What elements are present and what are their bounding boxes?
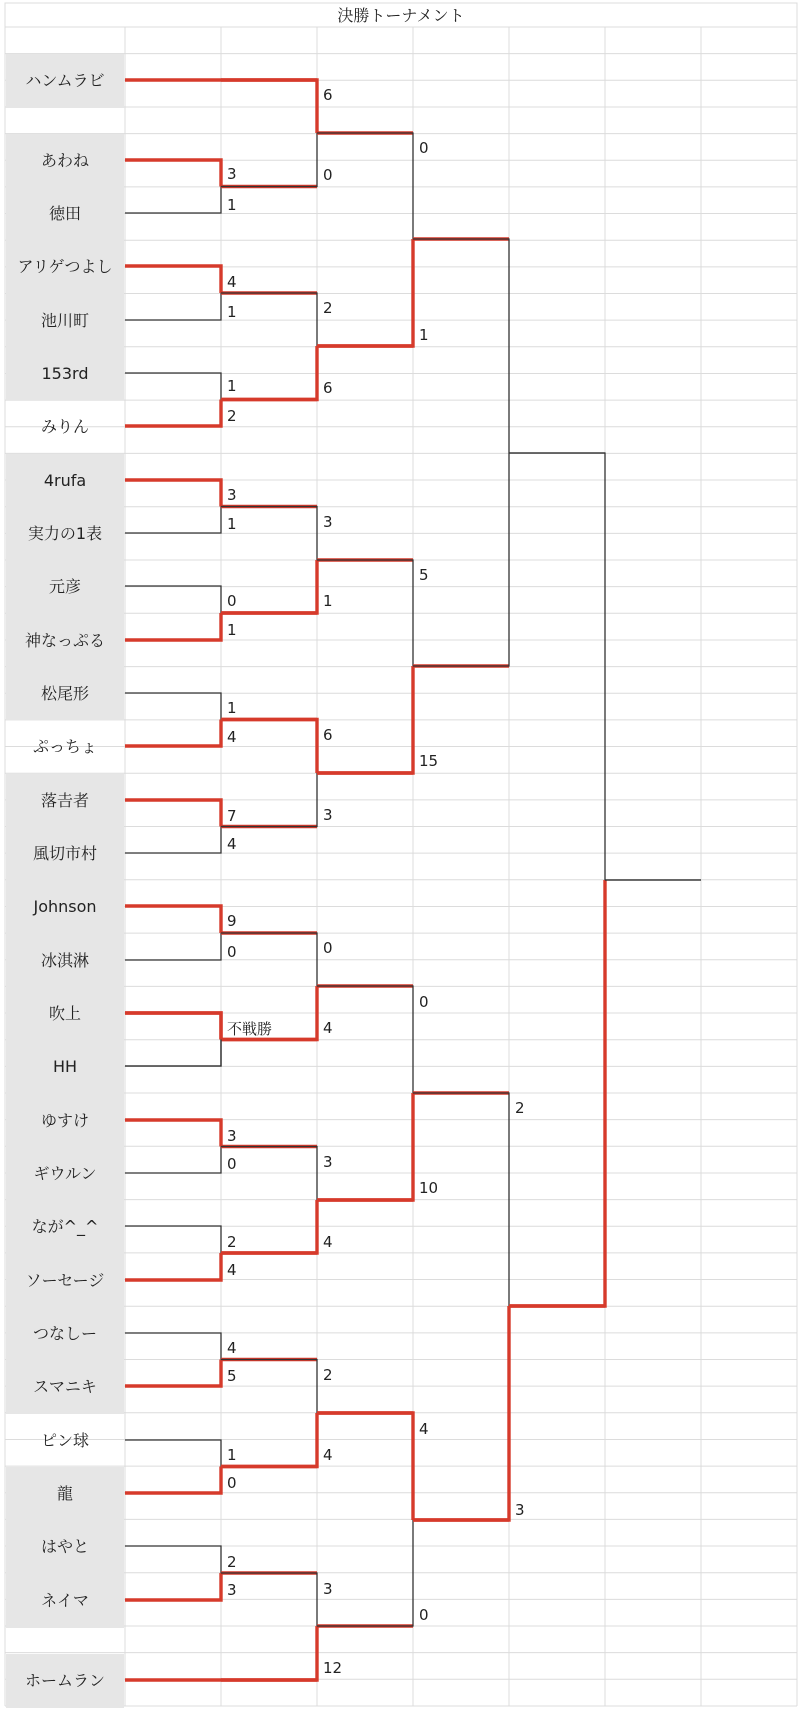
player-name: 徳田 [48,204,82,223]
match-score: 0 [323,166,333,184]
match-score: 9 [227,912,237,930]
bracket-line [125,266,221,293]
bracket-line [125,1333,221,1360]
player-name: 松尾形 [40,684,90,703]
match-score: 0 [227,1474,237,1492]
match-score: 4 [227,1261,237,1279]
score-labels [227,86,525,1677]
match-score: 5 [227,1367,237,1385]
player-name: HH [52,1057,78,1076]
player-name: あわね [40,151,90,170]
tournament-title: 決勝トーナメント [337,6,465,25]
bracket-line [125,1546,221,1573]
match-score: 1 [419,326,429,344]
match-score: 5 [419,566,429,584]
match-score: 0 [419,139,429,157]
bracket-line [413,239,509,453]
bracket-line [125,507,221,534]
player-name: 4rufa [43,471,87,490]
bracket-line [125,1440,221,1467]
match-score: 2 [515,1099,525,1117]
match-score: 3 [227,165,237,183]
bracket-line [125,373,221,400]
bracket-line [125,1467,221,1494]
match-score: 1 [227,377,237,395]
match-score: 0 [419,1606,429,1624]
bracket-line [125,827,221,854]
player-name: 実力の1表 [27,524,103,543]
bracket-line [125,1013,221,1040]
bracket-line [125,1253,221,1280]
player-name: アリゲつよし [17,257,113,276]
match-score: 6 [323,379,333,397]
match-score: 2 [323,1366,333,1384]
player-name: ギウルン [33,1164,97,1183]
bracket-line [125,187,221,214]
bracket-line [317,239,413,346]
bracket-line [125,1040,221,1067]
player-name-column [6,54,124,1708]
match-score: 4 [227,835,237,853]
bracket-line [125,1226,221,1253]
bracket-line [317,133,413,239]
player-name: はやと [40,1537,90,1556]
player-name: 153rd [41,364,89,383]
match-score: 1 [227,303,237,321]
match-score: 4 [323,1019,333,1037]
match-score: 1 [227,515,237,533]
player-name: ハンムラビ [25,71,105,90]
player-name: 池川町 [40,311,90,330]
match-score: 3 [227,486,237,504]
match-score: 7 [227,807,237,825]
bracket-line [125,1147,221,1174]
player-name: Johnson [33,897,97,916]
bracket-line [125,1120,221,1147]
match-score: 2 [227,1233,237,1251]
match-score: 6 [323,86,333,104]
match-score: 1 [227,1446,237,1464]
match-score: 6 [323,726,333,744]
player-name: 龍 [56,1484,74,1503]
player-name: ゆすけ [40,1111,90,1130]
match-score: 4 [419,1420,429,1438]
match-score: 0 [227,1155,237,1173]
match-score: 2 [227,407,237,425]
match-score: 0 [323,939,333,957]
bracket-line [125,293,221,320]
match-score: 3 [227,1581,237,1599]
match-score: 1 [227,621,237,639]
player-name: 神なっぷる [24,631,106,650]
match-score: 3 [323,1580,333,1598]
match-score: 3 [323,513,333,531]
match-score: 1 [323,592,333,610]
bracket-line [125,800,221,827]
match-score: 4 [227,728,237,746]
bracket-line [125,720,221,747]
match-score: 2 [227,1553,237,1571]
match-score: 1 [227,699,237,717]
player-name: 元彦 [48,577,82,596]
match-score: 4 [227,273,237,291]
bracket-line [125,1013,221,1040]
match-score: 2 [323,299,333,317]
match-score: 12 [323,1659,343,1677]
player-name: ホームラン [24,1671,106,1690]
bracket-line [125,613,221,640]
bracket-line [125,906,221,933]
match-score: 0 [227,943,237,961]
player-name: つなしー [32,1324,98,1343]
match-score: 不戦勝 [227,1020,273,1038]
player-name: ソーセージ [25,1271,105,1290]
player-name: 風切市村 [32,844,98,863]
match-score: 1 [227,196,237,214]
player-name: ぷっちょ [32,737,98,756]
bracket-line [125,480,221,507]
bracket-line [125,1360,221,1387]
match-score: 4 [323,1446,333,1464]
bracket-line [125,693,221,720]
player-name: みりん [40,417,90,436]
bracket-line [125,933,221,960]
player-name: スマニキ [33,1377,97,1396]
match-score: 0 [227,592,237,610]
match-score: 0 [419,993,429,1011]
match-score: 3 [323,806,333,824]
match-score: 10 [419,1179,439,1197]
player-name: 吹上 [48,1004,82,1023]
bracket-line [125,1573,221,1600]
bracket-line [125,160,221,187]
player-name: ピン球 [40,1431,90,1450]
bracket-line [125,400,221,427]
player-name: 落𠮷者 [40,791,90,810]
player-name: ネイマ [41,1591,89,1610]
player-name: 冰淇淋 [40,951,90,970]
match-score: 15 [419,752,439,770]
match-score: 3 [227,1127,237,1145]
match-score: 3 [323,1153,333,1171]
match-score: 4 [227,1339,237,1357]
player-name: なが^_^ [31,1217,99,1236]
match-score: 4 [323,1233,333,1251]
bracket-line [125,1040,221,1067]
match-score: 3 [515,1501,525,1519]
bracket-line [125,586,221,613]
